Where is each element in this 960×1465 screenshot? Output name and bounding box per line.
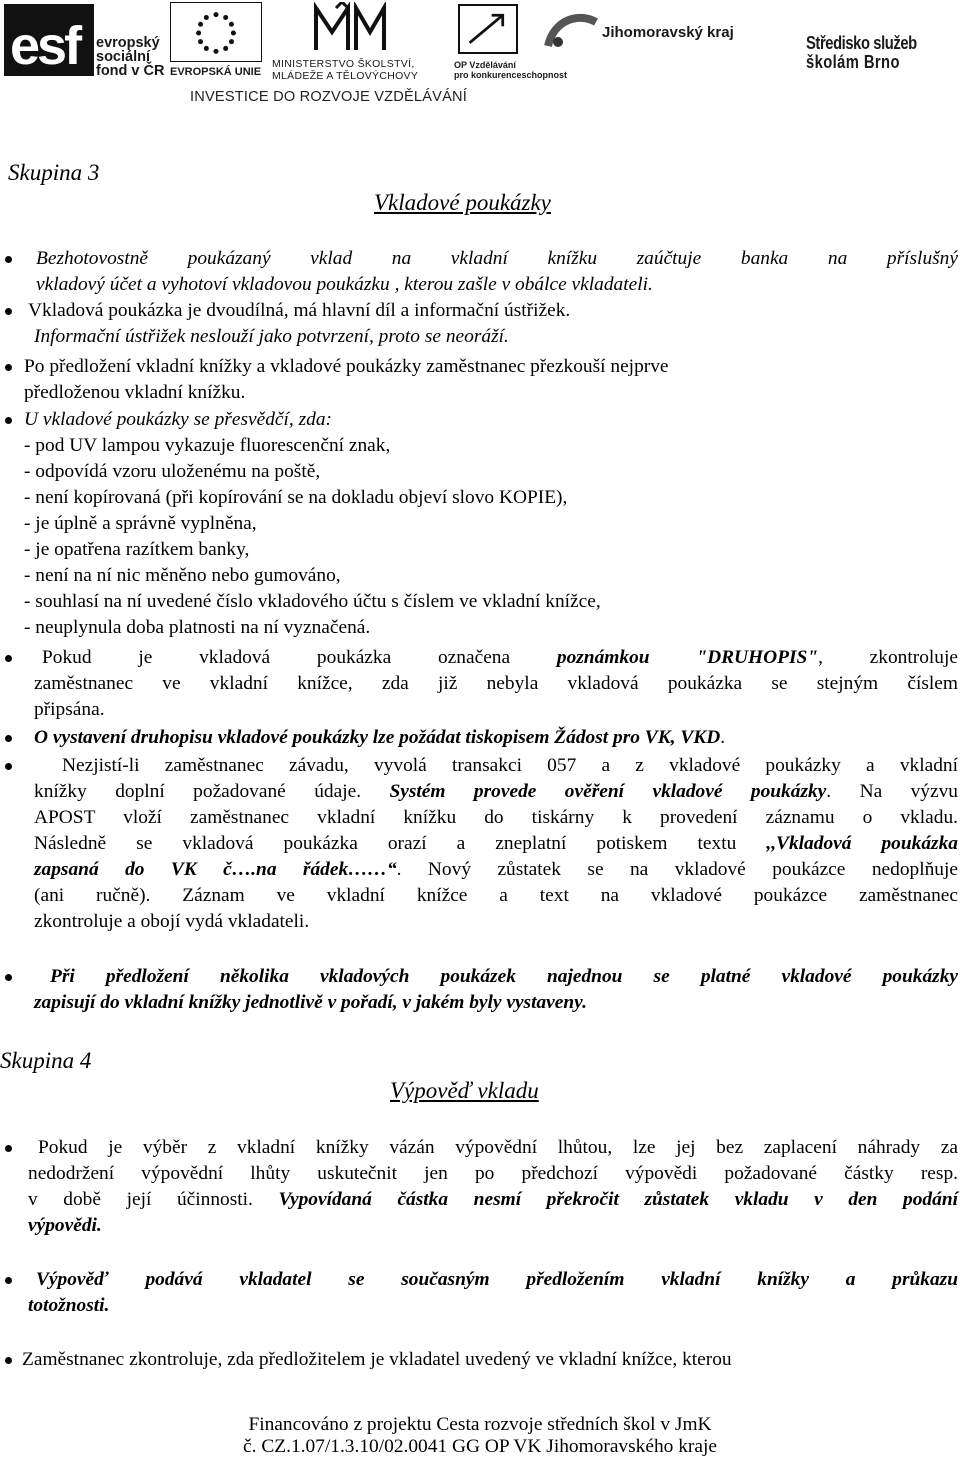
header-logos [0, 0, 960, 112]
op-label-line: pro konkurenceschopnost [454, 70, 568, 80]
checklist-line: - odpovídá vzoru uloženému na poště, [24, 461, 321, 482]
text-line: Pokud je výběr z vkladní knížky vázán výpovědní lhůtou, lze jej bez zaplacení náhrady za [38, 1137, 958, 1158]
op-label [454, 60, 567, 80]
text-line: zapisují do vkladní knížky jednotlivě v pořadí, v jakém byly vystaveny. [34, 992, 587, 1013]
text-line: zaměstnanec ve vkladní knížce, zda již nebyla vkladová poukázka se stejným číslem [34, 673, 958, 694]
text-run: . Nový zůstatek se na vkladové poukázce nedoplňuje [396, 859, 958, 880]
text-run: zapsaná do VK č….na řádek……“ [34, 859, 397, 880]
text-run: Vypovídaná částka nesmí překročit zůstatek vkladu v den podání [278, 1189, 958, 1210]
text-run: O vystavení druhopisu vkladové poukázky lze požádat tiskopisem Žádost pro VK, VKD [34, 727, 721, 748]
text-run: Následně se vkladová poukázka orazí a zneplatní potiskem textu [34, 833, 767, 854]
list-item [0, 407, 958, 643]
checklist-line: - je opatřena razítkem banky, [24, 539, 250, 560]
text-run: Systém provede ověření vkladové poukázky [389, 781, 827, 802]
text-run: , zkontroluje [818, 647, 958, 668]
text-line: Bezhotovostně poukázaný vklad na vkladní knížku zaúčtuje banka na příslušný [36, 248, 958, 269]
text-line [34, 857, 958, 883]
list-item [0, 246, 958, 298]
text-line: výpovědi. [28, 1215, 102, 1236]
text-line: APOST vloží zaměstnanec vkladní knížku do tiskárny k provedení záznamu o vkladu. [34, 807, 958, 828]
group4-title: Výpověď vkladu [390, 1078, 539, 1103]
list-item [0, 645, 958, 723]
text-line: totožnosti. [28, 1295, 110, 1316]
checklist-line: - souhlasí na ní uvedené číslo vkladového účtu s číslem ve vkladní knížce, [24, 591, 601, 612]
eu-flag-icon [170, 2, 262, 62]
investice-slogan: INVESTICE DO ROZVOJE VZDĚLÁVÁNÍ [190, 89, 468, 105]
list-item [0, 964, 958, 1016]
text-line: nedodržení výpovědní lhůty uskutečnit jen po předchozí výpovědi požadované částky resp. [28, 1163, 958, 1184]
footer-line: Financováno z projektu Cesta rozvoje středních škol v JmK [248, 1414, 712, 1435]
eu-label: EVROPSKÁ UNIE [170, 66, 262, 78]
text-line [34, 779, 958, 805]
bullet-icon [5, 735, 12, 742]
list-item [0, 725, 958, 751]
checklist-line: - je úplně a správně vyplněna, [24, 513, 257, 534]
text-run: ,,Vkladová poukázka [766, 833, 958, 854]
text-line: Informační ústřižek neslouží jako potvrzení, proto se neoráží. [34, 326, 509, 347]
bullet-icon [5, 1145, 12, 1152]
esf-text [96, 36, 164, 78]
text-line: Po předložení vkladní knížky a vkladové poukázky zaměstnanec přezkouší nejprve [24, 356, 669, 377]
checklist-line: - není na ní nic měněno nebo gumováno, [24, 565, 341, 586]
list-item [0, 753, 958, 935]
svg-text:esf: esf [10, 16, 80, 76]
text-run: poznámkou [556, 647, 650, 668]
list-item [0, 1135, 958, 1239]
text-run [650, 647, 697, 668]
text-run: . [720, 727, 726, 748]
text-line: Při předložení několika vkladových poukázek najednou se platné vkladové poukázky [50, 966, 958, 987]
list-item [0, 354, 958, 406]
msmt-label [272, 58, 418, 82]
esf-text-line: sociální [96, 49, 150, 65]
bullet-icon [5, 417, 12, 424]
eu-logo [170, 2, 264, 78]
text-line: vkladový účet a vyhotoví vkladovou poukázku , kterou zašle v obálce vkladateli. [36, 274, 653, 295]
footer-line: č. CZ.1.07/1.3.10/02.0041 GG OP VK Jihomoravského kraje [243, 1436, 717, 1457]
checklist-line: - pod UV lampou vykazuje fluorescenční znak, [24, 435, 391, 456]
text-line [28, 1187, 958, 1213]
text-run: knížky doplní požadované údaje. [34, 781, 390, 802]
text-line: připsána. [34, 699, 105, 720]
text-line [42, 645, 958, 671]
checklist-line: - neuplynula doba platnosti na ní vyznačená. [24, 617, 371, 638]
jmk-label: Jihomoravský kraj [602, 24, 734, 41]
esf-text-line: fond v ČR [96, 63, 165, 79]
esf-logo-icon [4, 4, 94, 76]
bullet-icon [5, 308, 12, 315]
text-line: Výpověď podává vkladatel se současným předložením vkladní knížky a průkazu [36, 1269, 958, 1290]
bullet-icon [5, 364, 12, 371]
msmt-label-line: MLÁDEŽE A TĚLOVÝCHOVY [272, 70, 419, 82]
jmk-logo [544, 12, 744, 58]
list-item [0, 1267, 958, 1319]
list-item [0, 1347, 958, 1373]
op-vk-arrow-icon [458, 4, 518, 54]
op-label-line: OP Vzdělávání [454, 60, 516, 70]
bullet-icon [5, 256, 12, 263]
msmt-label-line: MINISTERSTVO ŠKOLSTVÍ, [272, 58, 415, 70]
ssb-label-line: Středisko služeb [806, 33, 917, 53]
text-line: Vkladová poukázka je dvoudílná, má hlavní díl a informační ústřižek. [28, 300, 571, 321]
text-line: zkontroluje a obojí vydá vkladateli. [34, 911, 310, 932]
bullet-icon [5, 655, 12, 662]
text-line [34, 725, 725, 751]
text-run: v době její účinnosti. [28, 1189, 279, 1210]
text-line [34, 831, 958, 857]
checklist-line: - není kopírovaná (při kopírování se na dokladu objeví slovo KOPIE), [24, 487, 568, 508]
jmk-swoosh-icon [544, 12, 600, 52]
text-run: "DRUHOPIS" [696, 647, 819, 668]
text-line: U vkladové poukázky se přesvědčí, zda: [24, 409, 332, 430]
bullet-icon [5, 974, 12, 981]
bullet-icon [5, 1277, 12, 1284]
ssb-logo [806, 34, 956, 78]
group3-title: Vkladové poukázky [374, 190, 551, 215]
list-item [0, 298, 958, 350]
msmt-mark-icon [312, 2, 392, 52]
text-run: . Na výzvu [826, 781, 958, 802]
group4-label: Skupina 4 [0, 1048, 92, 1073]
msmt-logo [272, 2, 432, 80]
bullet-icon [5, 1357, 12, 1364]
esf-text-line: evropský [96, 35, 160, 51]
footer [0, 1414, 960, 1458]
ssb-label-line: školám Brno [806, 52, 900, 72]
text-line: (ani ručně). Záznam ve vkladní knížce a text na vkladové poukázce zaměstnanec [34, 885, 958, 906]
text-line: předloženou vkladní knížku. [24, 382, 246, 403]
text-line: Nezjistí-li zaměstnanec závadu, vyvolá transakci 057 a z vkladové poukázky a vkladní [62, 755, 958, 776]
op-logo [454, 4, 568, 80]
group3-label: Skupina 3 [8, 160, 100, 185]
text-line: Zaměstnanec zkontroluje, zda předložitelem je vkladatel uvedený ve vkladní knížce, kterou [22, 1349, 732, 1370]
bullet-icon [5, 763, 12, 770]
text-run: Pokud je vkladová poukázka označena [42, 647, 557, 668]
